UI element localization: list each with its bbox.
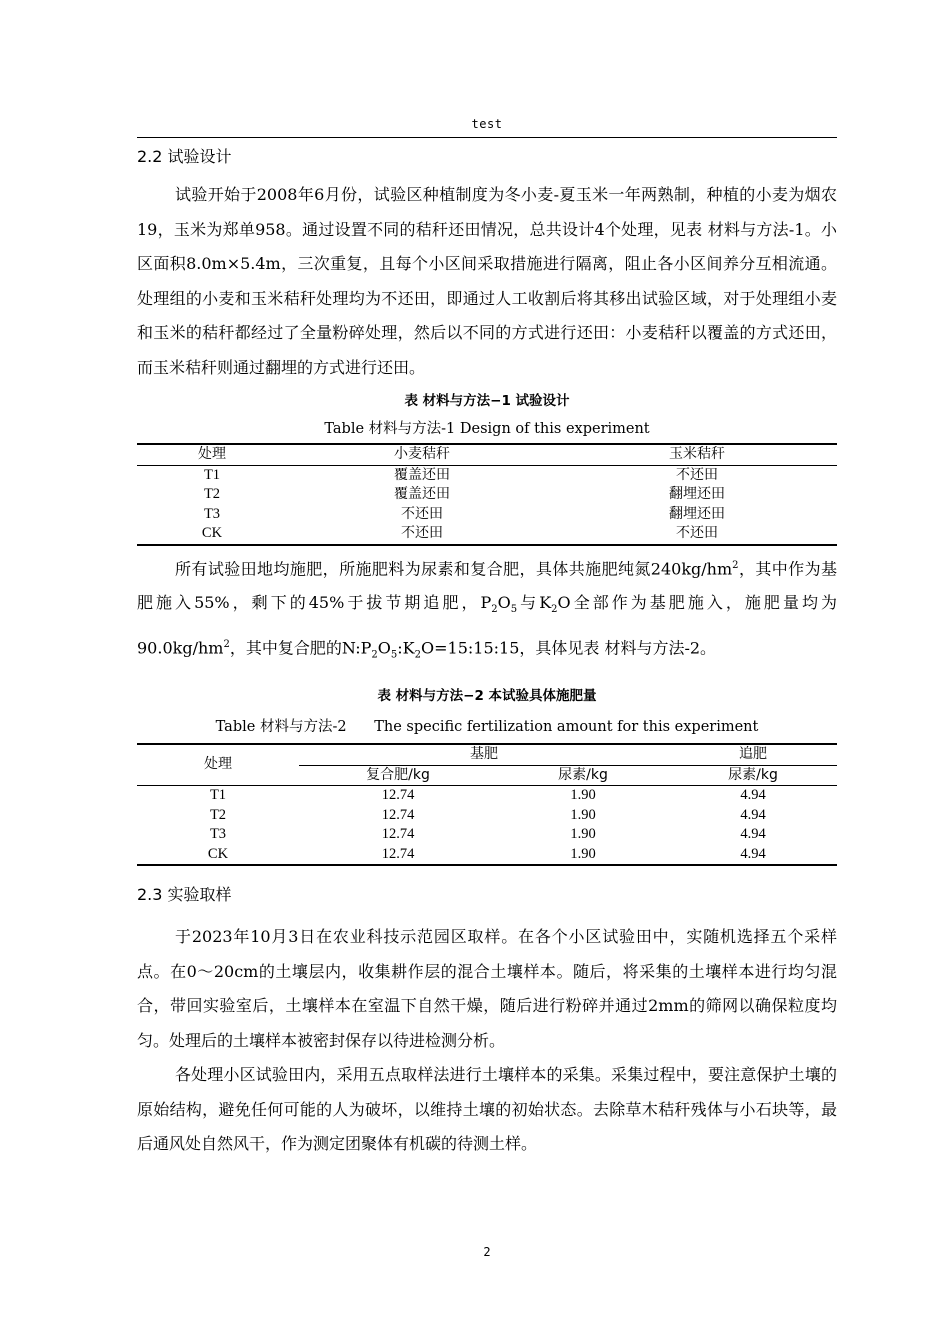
table-row: [137, 786, 837, 806]
table-cell: T1: [209, 787, 227, 804]
table-row: [137, 825, 837, 845]
table-cell: 覆盖还田: [394, 466, 450, 483]
table-cell: 12.74: [381, 845, 415, 862]
table-design: [137, 443, 837, 546]
table-fertilization: [137, 743, 837, 866]
table2-header-cell: 基肥: [299, 744, 669, 765]
table1-caption-en: Table 材料与方法-1 Design of this experiment: [324, 421, 650, 437]
table2-header-cell: 追肥: [669, 744, 837, 765]
paragraph-design: 试验开始于2008年6月份，试验区种植制度为冬小麦-夏玉米一年两熟制，种植的小麦为烟农19，玉米为郑单958。通过设置不同的秸秆还田情况，总共设计4个处理，见表 材料与方法-1。小区面积8.0m×5.4m，三次重复，且每个小区间采取措施进行隔离，阻止各小区间养分互相流通。处理组的小麦和玉米秸秆处理均为不还田，即通过人工收割后将其移出试验区域，对于处理组小麦和玉米的秸秆都经过了全量粉碎处理，然后以不同的方式进行还田：小麦秸秆以覆盖的方式还田，而玉米秸秆则通过翻埋的方式进行还田。: [137, 185, 837, 377]
table-cell: T1: [203, 466, 221, 483]
text-run: O全部作为基肥施入，施肥量均为90.0kg/hm: [137, 593, 837, 658]
table2-subheader-cell: 尿素/kg: [558, 766, 608, 783]
subscript: 5: [510, 604, 518, 616]
table-row: [137, 845, 837, 866]
text-run: O=15:15:15，具体见表 材料与方法-2。: [421, 638, 717, 658]
subscript: 2: [551, 604, 558, 616]
running-header: test: [471, 117, 503, 131]
text-run: O: [497, 593, 511, 613]
subscript: 2: [491, 604, 498, 616]
table-cell: CK: [207, 845, 229, 862]
table1-header-cell: 处理: [198, 446, 226, 462]
subscript: 5: [390, 649, 398, 661]
table-cell: 不还田: [676, 525, 718, 541]
table-cell: 12.74: [381, 806, 415, 823]
table2-group-header-row: [137, 744, 837, 765]
table-row: [137, 524, 837, 545]
table-cell: T3: [209, 826, 227, 843]
text-run: ，其中作为基肥施入55%，剩下的45%于拔节期追肥，P: [137, 558, 837, 613]
table-cell: 1.90: [570, 845, 596, 862]
table2-subheader-cell: 尿素/kg: [728, 766, 778, 783]
table-cell: 1.90: [570, 806, 596, 823]
table-cell: 翻埋还田: [669, 486, 725, 502]
table-row: [137, 505, 837, 525]
superscript: 2: [732, 559, 739, 571]
table-cell: 1.90: [570, 826, 596, 843]
table-cell: CK: [201, 525, 223, 541]
table-row: [137, 465, 837, 485]
table1-header-cell: 小麦秸秆: [394, 446, 450, 462]
section-heading-2-3: 2.3 实验取样: [137, 885, 232, 905]
text-run: O: [377, 638, 391, 658]
table-row: [137, 485, 837, 505]
table-cell: 翻埋还田: [669, 505, 725, 522]
text-run: ，其中复合肥的N:P: [229, 638, 372, 658]
paragraph-sample-collection: 各处理小区试验田内，采用五点取样法进行土壤样本的采集。采集过程中，要注意保护土壤的原始结构，避免任何可能的人为破坏，以维持土壤的初始状态。去除草木秸秆残体与小石块等，最后通风处自然风干，作为测定团聚体有机碳的待测土样。: [137, 1065, 837, 1154]
table-cell: 1.90: [570, 787, 596, 804]
header-rule: [137, 137, 837, 138]
subscript: 2: [414, 649, 421, 661]
table-cell: 4.94: [740, 806, 766, 823]
table2-subheader-cell: 复合肥/kg: [366, 766, 430, 783]
table-cell: 12.74: [381, 787, 415, 804]
table2-header-cell: 处理: [137, 744, 299, 786]
table-cell: 4.94: [740, 845, 766, 862]
table2-caption-en: Table 材料与方法-2 The specific fertilization amount for this experiment: [215, 719, 759, 736]
paragraph-sampling: 于2023年10月3日在农业科技示范园区取样。在各个小区试验田中，实随机选择五个采样点。在0～20cm的土壤层内，收集耕作层的混合土壤样本。随后，将采集的土壤样本进行均匀混合，带回实验室后，土壤样本在室温下自然干燥，随后进行粉碎并通过2mm的筛网以确保粒度均匀。处理后的土壤样本被密封保存以待进检测分析。: [137, 927, 837, 1050]
table-cell: 不还田: [676, 466, 718, 483]
table1-caption-cn: 表 材料与方法−1 试验设计: [404, 393, 570, 409]
table2-caption-cn: 表 材料与方法−2 本试验具体施肥量: [377, 688, 597, 705]
page-content: [137, 144, 837, 1162]
table-cell: T2: [203, 486, 221, 502]
table-cell: 覆盖还田: [394, 486, 450, 502]
text-run: :K: [397, 638, 415, 658]
table-cell: 12.74: [381, 826, 415, 843]
table-cell: T3: [203, 505, 221, 522]
table-cell: 不还田: [401, 525, 443, 541]
table-cell: 不还田: [401, 505, 443, 522]
table-cell: 4.94: [740, 787, 766, 804]
table1-header-row: [137, 444, 837, 465]
table-cell: T2: [209, 806, 227, 823]
text-run: 与K: [517, 593, 552, 613]
section-heading-2-2: 2.2 试验设计: [137, 147, 232, 166]
paragraph-fertilization: [137, 549, 837, 674]
subscript: 2: [371, 649, 378, 661]
text-run: 所有试验田地均施肥，所施肥料为尿素和复合肥，具体共施肥纯氮240kg/hm: [175, 558, 733, 578]
table-row: [137, 806, 837, 826]
table-cell: 4.94: [740, 826, 766, 843]
table1-header-cell: 玉米秸秆: [669, 446, 725, 462]
page-number: 2: [483, 1245, 491, 1259]
superscript: 2: [223, 639, 230, 651]
